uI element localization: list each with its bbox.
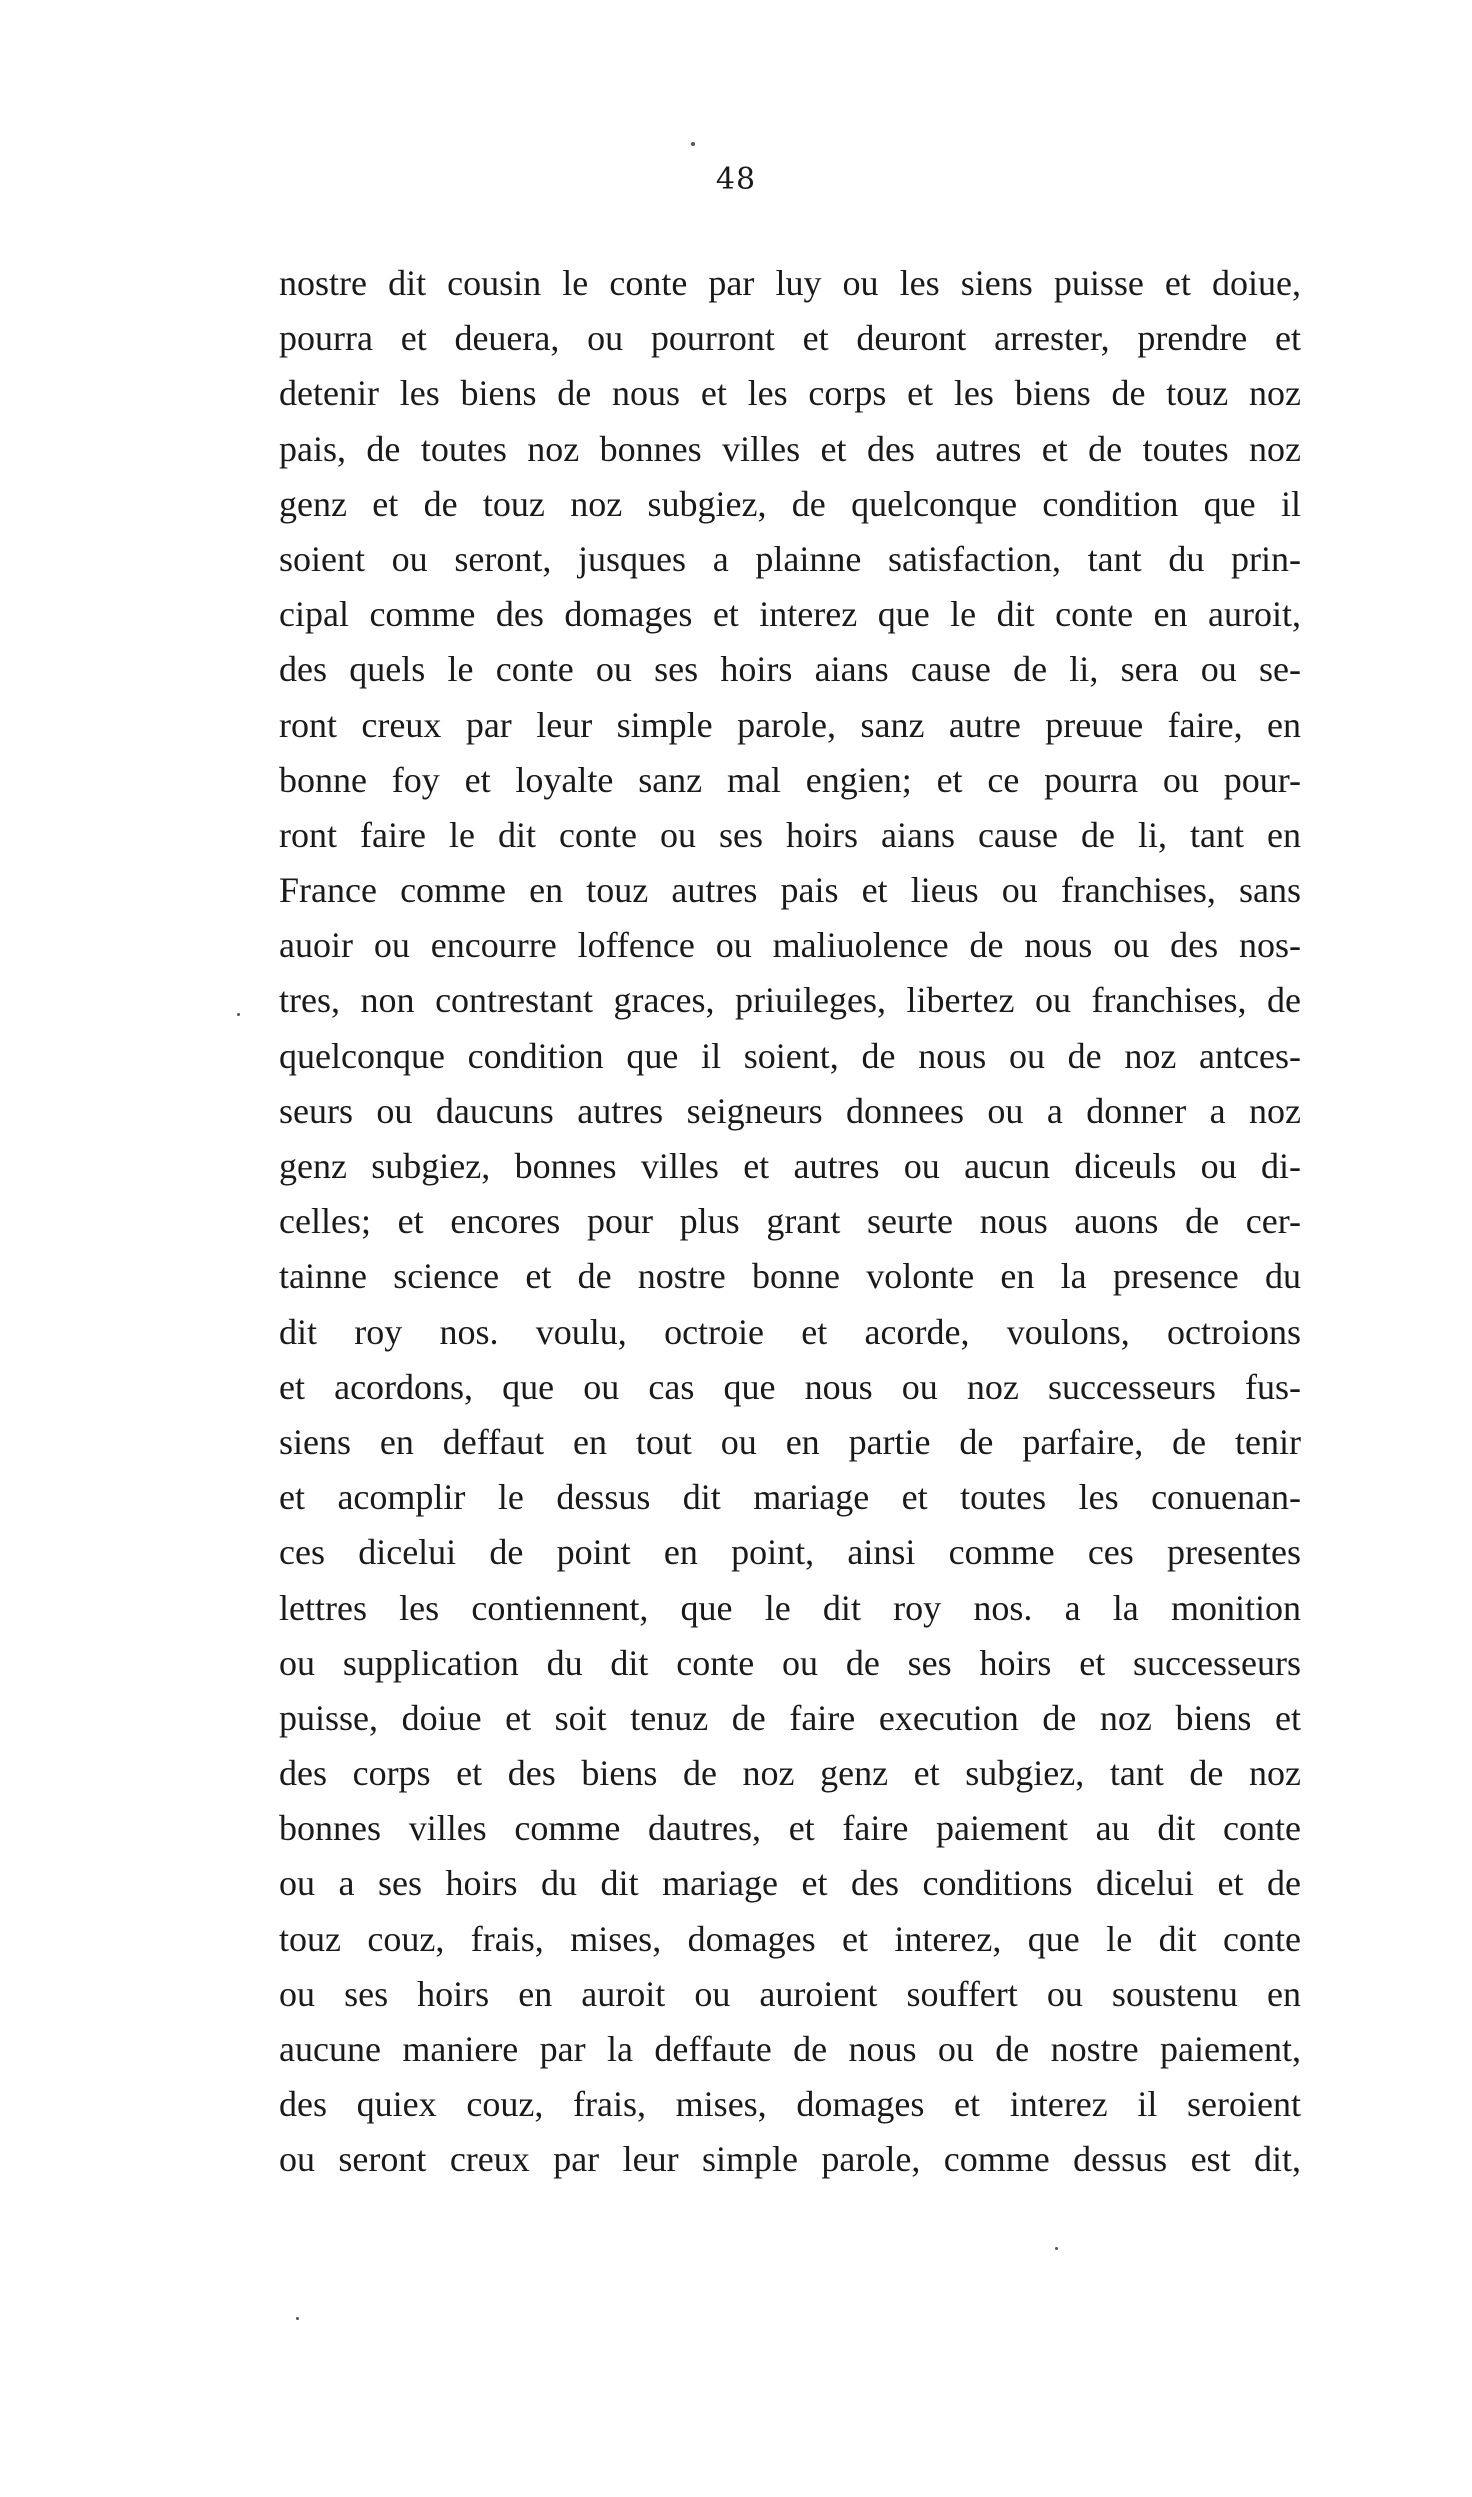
text-line: puisse, doiue et soit tenuz de faire execution de noz biens et: [279, 1697, 1301, 1738]
text-line: lettres les contiennent, que le dit roy nos. a la monition: [279, 1587, 1301, 1628]
text-line: et acomplir le dessus dit mariage et toutes les conuenan-: [279, 1477, 1301, 1518]
text-line: nostre dit cousin le conte par luy ou les siens puisse et doiue,: [279, 263, 1301, 303]
text-line: tainne science et de nostre bonne volonte en la presence du: [279, 1256, 1301, 1297]
text-line: dit roy nos. voulu, octroie et acorde, voulons, octroions: [279, 1311, 1301, 1352]
text-line: bonne foy et loyalte sanz mal engien; et ce pourra ou pour-: [279, 759, 1301, 800]
text-line: ou a ses hoirs du dit mariage et des conditions dicelui et de: [279, 1863, 1301, 1904]
text-line: soient ou seront, jusques a plainne satisfaction, tant du prin-: [279, 538, 1301, 579]
text-line: aucune maniere par la deffaute de nous ou de nostre paiement,: [279, 2029, 1301, 2069]
text-line: genz subgiez, bonnes villes et autres ou aucun diceuls ou di-: [279, 1146, 1301, 1186]
text-line: seurs ou daucuns autres seigneurs donnees ou a donner a noz: [279, 1090, 1301, 1131]
text-line: auoir ou encourre loffence ou maliuolence de nous ou des nos-: [279, 925, 1301, 966]
text-line: France comme en touz autres pais et lieus ou franchises, sans: [279, 870, 1301, 911]
text-line: ou seront creux par leur simple parole, comme dessus est dit,: [279, 2139, 1301, 2180]
text-line: tres, non contrestant graces, priuileges, libertez ou franchises, de: [279, 980, 1301, 1021]
text-line: ou supplication du dit conte ou de ses hoirs et successeurs: [279, 1642, 1301, 1683]
text-line: pourra et deuera, ou pourront et deuront arrester, prendre et: [279, 318, 1301, 359]
ink-speck: [691, 142, 695, 146]
ink-speck: [296, 2317, 299, 2320]
text-line: detenir les biens de nous et les corps et les biens de touz noz: [279, 373, 1301, 414]
text-line: siens en deffaut en tout ou en partie de parfaire, de tenir: [279, 1421, 1301, 1462]
text-line: des quiex couz, frais, mises, domages et interez il seroient: [279, 2084, 1301, 2125]
ink-speck: [237, 1013, 240, 1016]
text-line: des corps et des biens de noz genz et subgiez, tant de noz: [279, 1753, 1301, 1794]
text-line: touz couz, frais, mises, domages et interez, que le dit conte: [279, 1918, 1301, 1959]
text-line: ces dicelui de point en point, ainsi comme ces presentes: [279, 1532, 1301, 1573]
body-text: [279, 256, 1301, 2188]
ink-speck: [1055, 2247, 1058, 2250]
text-line: cipal comme des domages et interez que le dit conte en auroit,: [279, 594, 1301, 635]
text-line: des quels le conte ou ses hoirs aians cause de li, sera ou se-: [279, 649, 1301, 690]
text-line: celles; et encores pour plus grant seurte nous auons de cer-: [279, 1201, 1301, 1242]
text-line: et acordons, que ou cas que nous ou noz successeurs fus-: [279, 1366, 1301, 1407]
text-line: quelconque condition que il soient, de nous ou de noz antces-: [279, 1035, 1301, 1076]
page-number: 48: [715, 162, 757, 197]
text-line: ront faire le dit conte ou ses hoirs aians cause de li, tant en: [279, 814, 1301, 855]
text-line: ront creux par leur simple parole, sanz autre preuue faire, en: [279, 704, 1301, 745]
text-line: pais, de toutes noz bonnes villes et des autres et de toutes noz: [279, 428, 1301, 469]
text-line: genz et de touz noz subgiez, de quelconque condition que il: [279, 483, 1301, 524]
text-line: ou ses hoirs en auroit ou auroient souffert ou soustenu en: [279, 1973, 1301, 2014]
text-line: bonnes villes comme dautres, et faire paiement au dit conte: [279, 1808, 1301, 1849]
